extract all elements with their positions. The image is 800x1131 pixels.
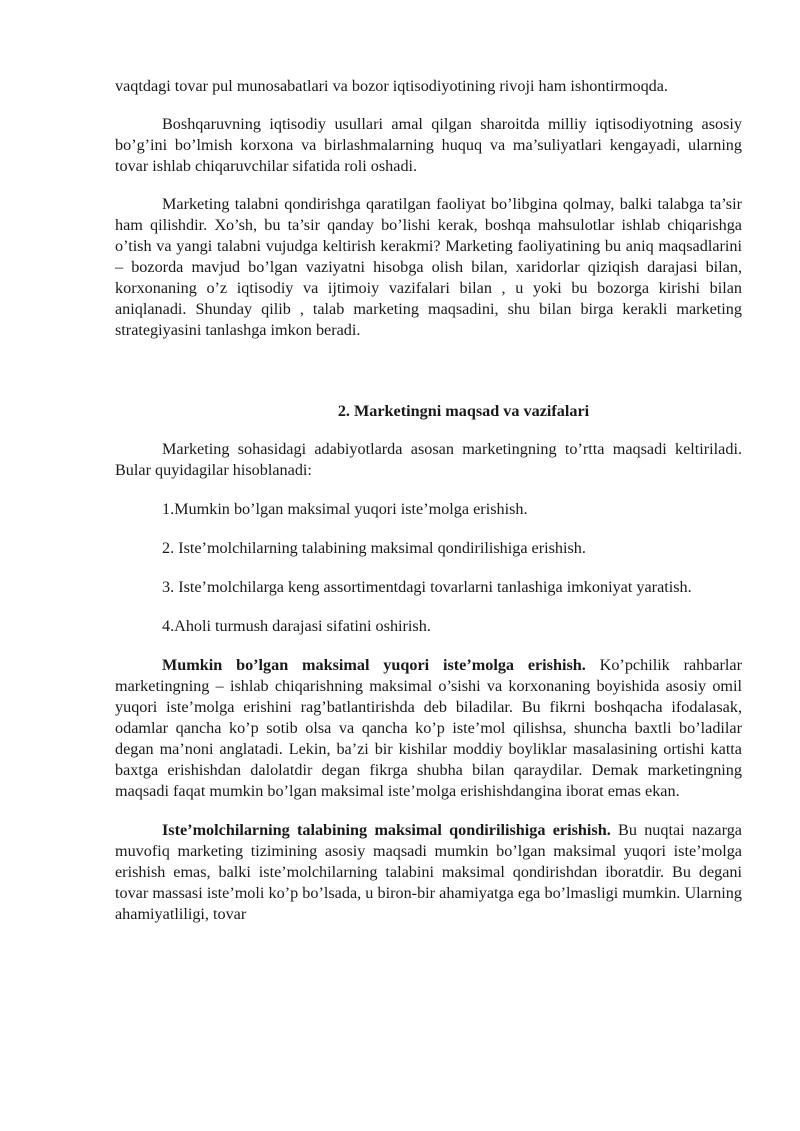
paragraph-marketing-demand: Marketing talabni qondirishga qaratilgan faoliyat bo’libgina qolmay, balki talabga ta’sir ham qilishdir. Xo’sh, bu ta’sir qanday bo’lishi kerak, boshqa mahsulotlar ishlab chiqarishga o’tish va yangi talabni vujudga keltirish kerakmi? Marketing faoliyatining bu aniq maqsadlarini – bozorda mavjud bo’lgan vaziyatni hisobga olish bilan, xaridorlar qiziqish darajasi bilan, korxonaning o’z iqtisodiy va ijtimoiy vazifalari bilan , u yoki bu bozorga kirishi bilan aniqlanadi. Shunday qilib , talab marketing maqsadini, shu bilan birga kerakli marketing strategiyasini tanlashga imkon beradi. (115, 195, 742, 339)
paragraph-management-methods: Boshqaruvning iqtisodiy usullari amal qilgan sharoitda milliy iqtisodiyotning asosiy bo’g’ini bo’lmish korxona va birlashmalarning huquq va ma’suliyatlari kengayadi, ularning tovar ishlab chiqaruvchilar sifatida roli oshadi. (115, 115, 742, 175)
list-item-goal-4: 4.Aholi turmush darajasi sifatini oshirish. (162, 617, 431, 635)
list-item-goal-1: 1.Mumkin bo’lgan maksimal yuqori iste’molga erishish. (162, 500, 528, 518)
bold-lead-max-satisfaction: Iste’molchilarning talabining maksimal qondirilishiga erishish. (162, 821, 611, 839)
section-heading: 2. Marketingni maqsad va vazifalari (337, 402, 590, 420)
paragraph-max-consumption (115, 655, 742, 802)
paragraph-max-satisfaction (115, 820, 742, 925)
text-max-satisfaction: Bu nuqtai nazarga muvofiq marketing tizimining asosiy maqsadi mumkin bo’lgan maksimal yuqori iste’molga erishish emas, balki iste’molchilarning talabini maksimal qondirishdan iboratdir. Bu degani tovar massasi iste’moli ko’p bo’lsada, u biron-bir ahamiyatga ega bo’lmasligi mumkin. Ularning ahamiyatliligi, tovar (115, 821, 742, 923)
list-item-goal-2: 2. Iste’molchilarning talabining maksimal qondirilishiga erishish. (162, 539, 586, 557)
text-max-consumption: Ko’pchilik rahbarlar marketingning – ishlab chiqarishning maksimal o’sishi va korxonaning boyishida asosiy omil yuqori iste’molga erishini rag’batlantirishda deb biladilar. Bu fikrni boshqacha ifodalasak, odamlar qancha ko’p sotib olsa va qancha ko’p iste’mol qilishsa, shuncha baxtli bo’ladilar degan ma’noni anglatadi. Lekin, ba’zi bir kishilar moddiy boyliklar masalasining ortishi katta baxtga erishishdan dalolatdir degan fikrga shubha bilan qaraydilar. Demak marketingning maqsadi faqat mumkin bo’lgan maksimal iste’molga erishishdangina iborat emas ekan. (115, 656, 742, 800)
list-item-goal-3: 3. Iste’molchilarga keng assortimentdagi tovarlarni tanlashiga imkoniyat yaratish. (162, 578, 692, 596)
paragraph-continuation: vaqtdagi tovar pul munosabatlari va bozor iqtisodiyotining rivoji ham ishontirmoqda. (115, 77, 668, 95)
paragraph-four-goals-intro: Marketing sohasidagi adabiyotlarda asosan marketingning to’rtta maqsadi keltiriladi. Bular quyidagilar hisoblanadi: (115, 440, 742, 479)
bold-lead-max-consumption: Mumkin bo’lgan maksimal yuqori iste’molga erishish. (162, 656, 586, 674)
